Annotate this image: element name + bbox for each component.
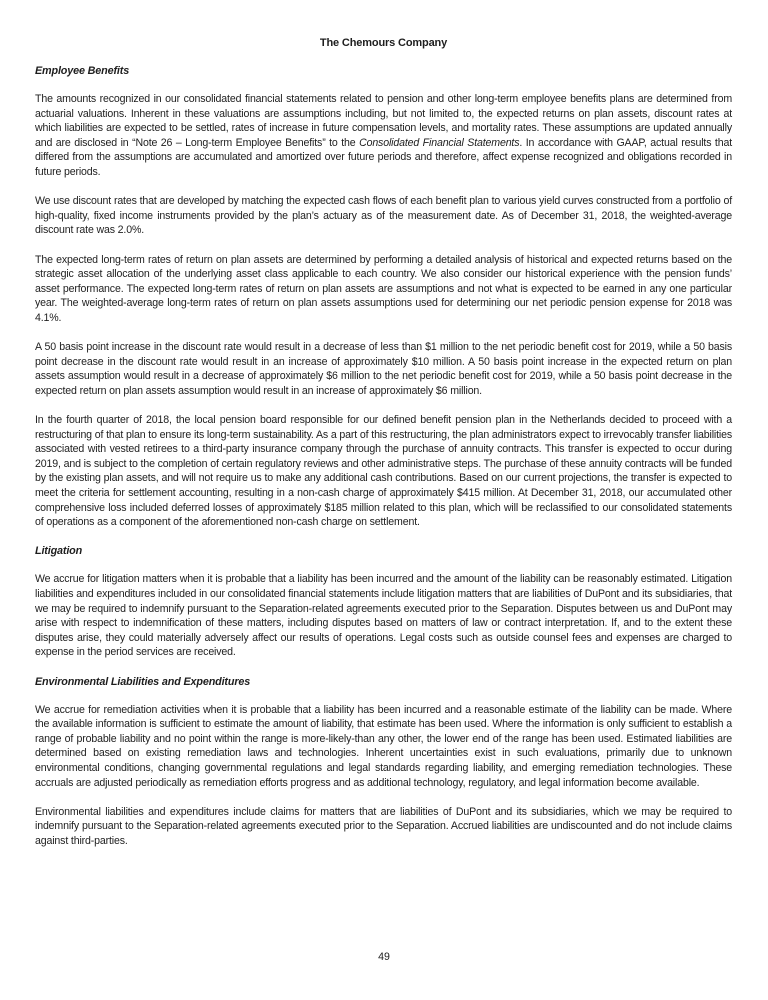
paragraph: We use discount rates that are developed by matching the expected cash flows of each benefit plan to various yield curves constructed from a portfolio of high-quality, fixed income instruments provided by the plan’s actuary as of the measurement date. As of December 31, 2018, the weighted-average discount rate was 2.0%. [35, 195, 732, 237]
document-reference: Consolidated Financial Statements [359, 136, 520, 149]
paragraph: A 50 basis point increase in the discount rate would result in a decrease of less than $1 million to the net periodic benefit cost for 2019, while a 50 basis point decrease in the discount rate would result in an increase of approximately $10 million. A 50 basis point increase in the expected return on plan assets assumption would result in a decrease of approximately $6 million to the net periodic benefit cost for 2019, while a 50 basis point decrease in the expected return on plan assets assumption would result in an increase of approximately $6 million. [35, 341, 732, 397]
section-heading-litigation: Litigation [35, 545, 83, 558]
paragraph: We accrue for remediation activities when it is probable that a liability has been incurred and a reasonable estimate of the liability can be made. Where the available information is sufficient to estimate the amount of liability, that estimate has been used. Where the information is only sufficient to establish a range of probable liability and no point within the range is more-likely-than any other, the lower end of the range has been used. Estimated liabilities are determined based on existing remediation laws and technologies. Inherent uncertainties exist in such evaluations, primarily due to unknown environmental conditions, changing governmental regulations and legal standards regarding liability, and emerging remediation technologies. These accruals are adjusted periodically as remediation efforts progress and as additional technology, regulatory, and legal information become available. [35, 703, 732, 789]
paragraph: The amounts recognized in our consolidated financial statements related to pension and other long-term employee benefits plans are determined from actuarial valuations. Inherent in these valuations are assumptions including, but not limited to, the expected returns on plan assets, discount rates at which liabilities are expected to be settled, rates of increase in future compensation levels, and mortality rates. These assumptions are updated annually and are disclosed in “Note 26 – Long-term Employee Benefits” to the Consolidated Financial Statements. In accordance with GAAP, actual results that differed from the assumptions are accumulated and amortized over future periods and therefore, affect expense recognized and obligations recorded in future periods. [35, 93, 732, 178]
section-heading-employee-benefits: Employee Benefits [35, 65, 130, 77]
paragraph: Environmental liabilities and expenditures include claims for matters that are liabilities of DuPont and its subsidiaries, which we may be required to indemnify pursuant to the Separation-related agreements executed prior to the Separation. Accrued liabilities are undiscounted and do not include claims against third-parties. [35, 805, 732, 847]
page-number: 49 [378, 951, 390, 963]
paragraph: We accrue for litigation matters when it is probable that a liability has been incurred and the amount of the liability can be reasonably estimated. Litigation liabilities and expenditures included in our consolidated financial statements include litigation matters that are liabilities of DuPont and its subsidiaries, that we may be required to indemnify pursuant to the Separation-related agreements executed prior to the Separation. Disputes between us and DuPont may arise with respect to indemnification of these matters, including disputes based on matters of law or contract interpretation. If, and to the extent these disputes arise, they could materially adversely affect our results of operations. Legal costs such as outside counsel fees and expenses are charged to expense in the period services are received. [35, 573, 732, 659]
document-page [35, 36, 732, 863]
paragraph: In the fourth quarter of 2018, the local pension board responsible for our defined benefit pension plan in the Netherlands decided to proceed with a restructuring of that plan to ensure its long-term sustainability. As a part of this restructuring, the plan administrators expect to irrevocably transfer liabilities associated with vested retirees to a third-party insurance company through the purchase of annuity contracts. This transfer is expected to occur during 2019, and is subject to the completion of certain regulatory reviews and other administrative steps. The purchase of these annuity contracts will be funded by the existing plan assets, and will not require us to make any additional cash contributions. Based on our current projections, the transfer is expected to meet the criteria for settlement accounting, resulting in a non-cash charge of approximately $415 million. At December 31, 2018, our accumulated other comprehensive loss included deferred losses of approximately $185 million related to this plan, which will be reclassified to our consolidated statements of operations as a component of the aforementioned non-cash charge on settlement. [35, 414, 732, 529]
section-heading-environmental: Environmental Liabilities and Expenditures [35, 675, 251, 688]
page-title: The Chemours Company [319, 37, 448, 49]
paragraph: The expected long-term rates of return on plan assets are determined by performing a detailed analysis of historical and expected returns based on the strategic asset allocation of the underlying asset class applicable to each country. We also consider our historical experience with the pension funds’ asset performance. The expected long-term rates of return on plan assets are assumptions and not what is expected to be earned in any one particular year. The weighted-average long-term rates of return on plan assets assumptions used for determining our net periodic pension expense for 2018 was 4.1%. [35, 253, 732, 324]
